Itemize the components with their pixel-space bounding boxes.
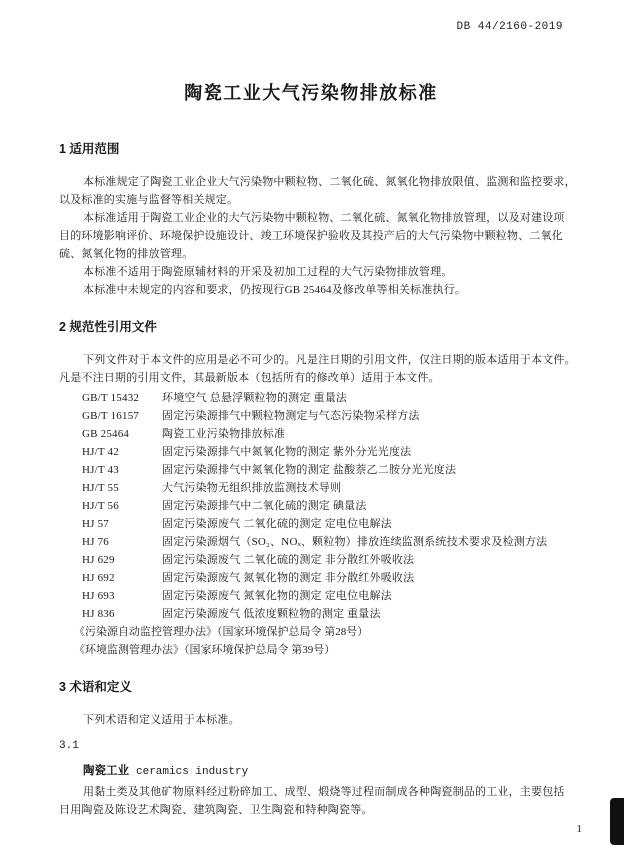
- reference-code: HJ 693: [82, 590, 115, 602]
- reference-row: [59, 497, 563, 515]
- reference-row: [59, 551, 563, 569]
- body-line: 硫、氮氧化物的排放管理。: [59, 248, 194, 260]
- reference-title: 固定污染源废气 二氧化硫的测定 定电位电解法: [162, 518, 392, 530]
- reference-row: [59, 533, 563, 551]
- reference-list: [59, 389, 563, 623]
- body-line: 日用陶瓷及陈设艺术陶瓷、建筑陶瓷、卫生陶瓷和特种陶瓷等。: [59, 804, 373, 816]
- reference-code: HJ 76: [82, 536, 109, 548]
- section-heading: 2 规范性引用文件: [59, 320, 157, 334]
- clause-number: 3.1: [59, 740, 79, 752]
- reference-title: 环境空气 总悬浮颗粒物的测定 重量法: [162, 392, 348, 404]
- reference-row: [59, 389, 563, 407]
- paragraph: [59, 351, 576, 387]
- term-name-zh: 陶瓷工业: [83, 765, 129, 777]
- reference-title: 大气污染物无组织排放监测技术导则: [162, 482, 342, 494]
- reference-code: HJ 57: [82, 518, 109, 530]
- body-line: 用黏土类及其他矿物原料经过粉碎加工、成型、煅烧等过程而制成各种陶瓷制品的工业，主要包括: [83, 786, 565, 798]
- section-heading: 1 适用范围: [59, 142, 120, 156]
- term-name-en: ceramics industry: [136, 766, 249, 778]
- reference-title: 固定污染源废气 氮氧化物的测定 非分散红外吸收法: [162, 572, 415, 584]
- reference-row: [59, 425, 563, 443]
- section: [59, 318, 576, 659]
- regulation-list: [59, 623, 563, 659]
- paragraph: [59, 711, 563, 729]
- reference-row: [59, 479, 563, 497]
- reference-row: [59, 407, 563, 425]
- paragraph: [59, 173, 576, 299]
- reference-title: 固定污染源废气 低浓度颗粒物的测定 重量法: [162, 608, 381, 620]
- reference-title: 固定污染源排气中颗粒物测定与气态污染物采样方法: [162, 410, 420, 422]
- reference-title: 固定污染源烟气（SO₂、NOₓ、颗粒物）排放连续监测系统技术要求及检测方法: [162, 536, 548, 548]
- reference-row: [59, 587, 563, 605]
- document-sections: [59, 140, 576, 819]
- reference-row: [59, 515, 563, 533]
- paragraph: [59, 783, 563, 819]
- reference-code: GB 25464: [82, 428, 130, 440]
- reference-code: GB/T 15432: [82, 392, 140, 404]
- section: [59, 678, 563, 819]
- page-number: 1: [576, 823, 582, 835]
- body-line: 本标准适用于陶瓷工业企业的大气污染物中颗粒物、二氧化硫、氮氧化物排放管理，以及对建设项: [83, 212, 565, 224]
- reference-title: 固定污染源排气中二氧化硫的测定 碘量法: [162, 500, 367, 512]
- regulation-item: 《环境监测管理办法》（国家环境保护总局令 第39号）: [74, 644, 336, 656]
- body-line: 以及标准的实施与监督等相关规定。: [59, 194, 239, 206]
- body-line: 本标准中未规定的内容和要求，仍按现行GB 25464及修改单等相关标准执行。: [83, 284, 467, 296]
- reference-code: HJ 836: [82, 608, 115, 620]
- section: [59, 140, 576, 299]
- reference-code: GB/T 16157: [82, 410, 140, 422]
- reference-row: [59, 569, 563, 587]
- reference-row: [59, 461, 563, 479]
- reference-title: 固定污染源废气 氮氧化物的测定 定电位电解法: [162, 590, 392, 602]
- regulation-item: 《污染源自动监控管理办法》（国家环境保护总局令 第28号）: [74, 626, 369, 638]
- reference-row: [59, 443, 563, 461]
- body-line: 下列术语和定义适用于本标准。: [83, 714, 240, 726]
- standard-code: DB 44/2160-2019: [456, 21, 563, 33]
- body-line: 下列文件对于本文件的应用是必不可少的。凡是注日期的引用文件，仅注日期的版本适用于本文件。: [83, 354, 576, 366]
- body-line: 凡是不注日期的引用文件，其最新版本（包括所有的修改单）适用于本文件。: [59, 372, 440, 384]
- page-edge-tab: [610, 798, 624, 845]
- section-heading: 3 术语和定义: [59, 680, 132, 694]
- reference-title: 陶瓷工业污染物排放标准: [162, 428, 286, 440]
- reference-code: HJ/T 42: [82, 446, 119, 458]
- reference-code: HJ/T 55: [82, 482, 119, 494]
- term-line: [59, 761, 563, 781]
- reference-code: HJ 692: [82, 572, 115, 584]
- reference-code: HJ/T 56: [82, 500, 119, 512]
- reference-code: HJ 629: [82, 554, 115, 566]
- body-line: 目的环境影响评价、环境保护设施设计、竣工环境保护验收及其投产后的大气污染物中颗粒物、二氧化: [59, 230, 563, 242]
- body-line: 本标准不适用于陶瓷原辅材料的开采及初加工过程的大气污染物排放管理。: [83, 266, 453, 278]
- document-header: [59, 0, 563, 34]
- reference-row: [59, 605, 563, 623]
- reference-title: 固定污染源排气中氮氧化物的测定 紫外分光光度法: [162, 446, 412, 458]
- reference-title: 固定污染源排气中氮氧化物的测定 盐酸萘乙二胺分光光度法: [162, 464, 457, 476]
- reference-title: 固定污染源废气 二氧化硫的测定 非分散红外吸收法: [162, 554, 415, 566]
- reference-code: HJ/T 43: [82, 464, 119, 476]
- body-line: 本标准规定了陶瓷工业企业大气污染物中颗粒物、二氧化硫、氮氧化物排放限值、监测和监控要求，: [83, 176, 576, 188]
- document-title: 陶瓷工业大气污染物排放标准: [184, 83, 438, 103]
